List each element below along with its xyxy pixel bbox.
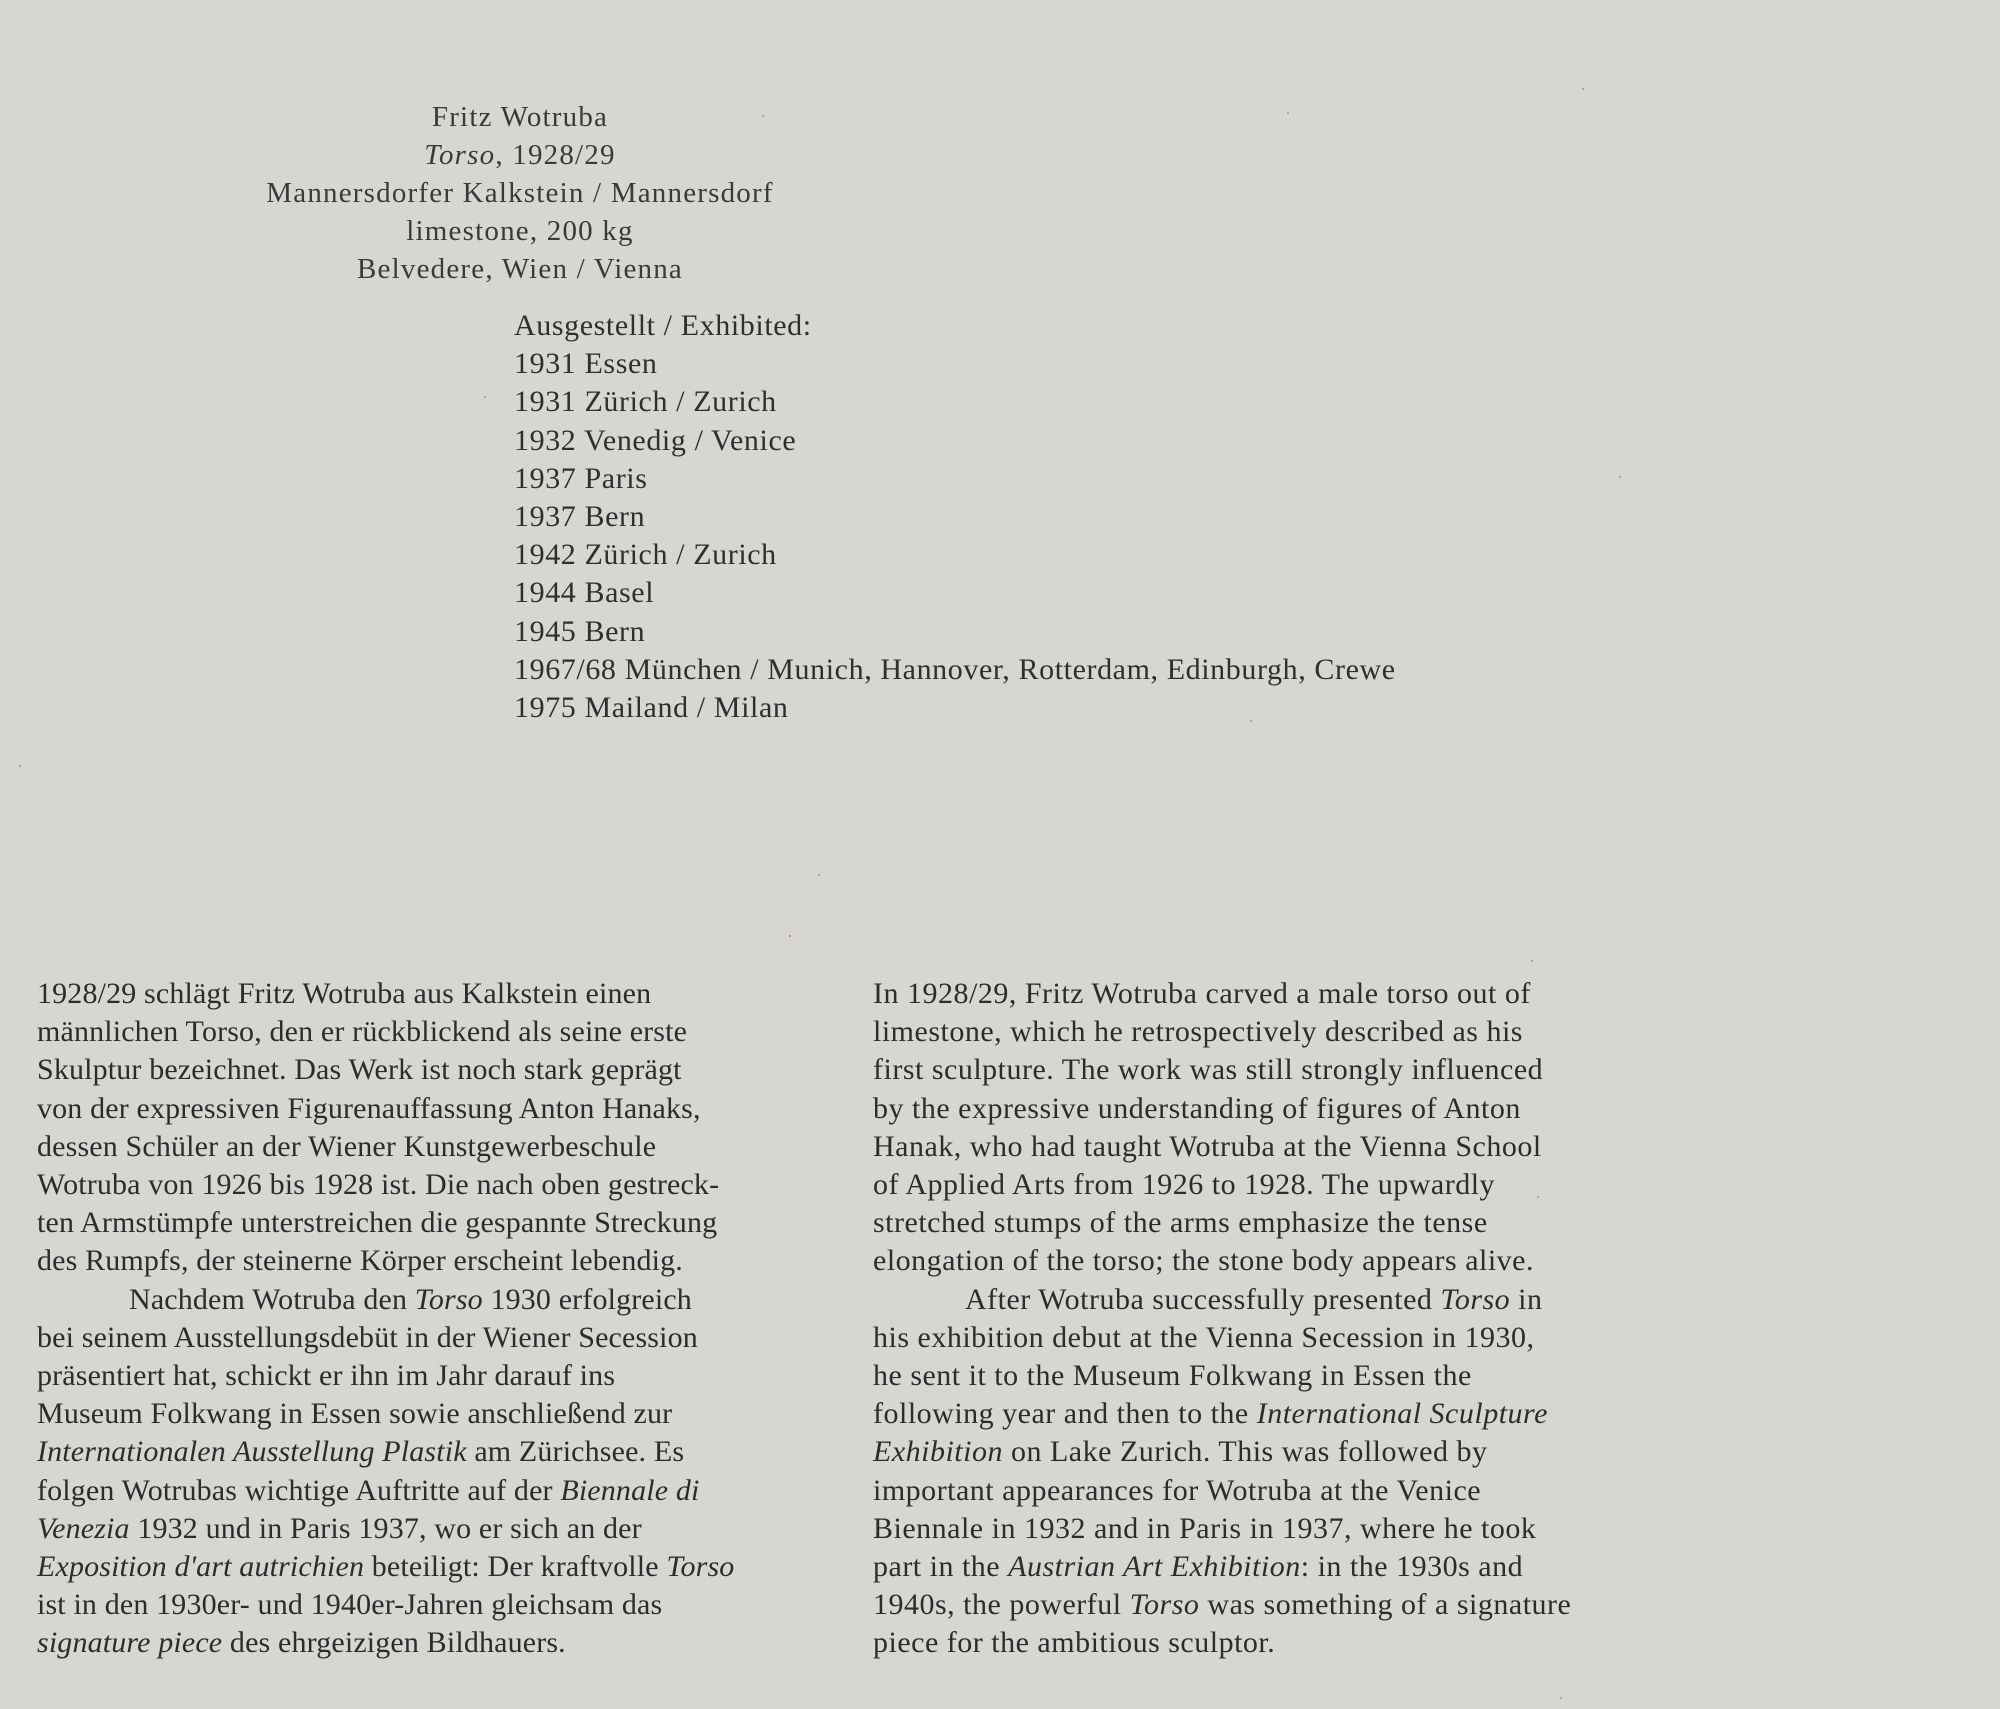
text-line: des Rumpfs, der steinerne Körper erscheint lebendig.: [37, 1244, 683, 1278]
text-line: [37, 1548, 847, 1586]
exhibition-item: 1967/68 München / Munich, Hannover, Rotterdam, Edinburgh, Crewe: [514, 652, 1396, 686]
text-run: folgen Wotrubas wichtige Auftritte auf der: [37, 1473, 561, 1507]
text-line: In 1928/29, Fritz Wotruba carved a male torso out of: [873, 977, 1531, 1010]
text-run: part in the: [873, 1550, 1009, 1584]
text-run: was something of a signature: [1199, 1588, 1572, 1622]
text-line: stretched stumps of the arms emphasize the tense: [873, 1206, 1488, 1240]
artwork-title-line: [160, 136, 880, 174]
text-line: Skulptur bezeichnet. Das Werk ist noch stark geprägt: [37, 1053, 682, 1087]
text-run-italic: Exhibition: [873, 1435, 1003, 1469]
text-line: elongation of the torso; the stone body appears alive.: [873, 1244, 1534, 1278]
text-line: by the expressive understanding of figures of Anton: [873, 1091, 1521, 1125]
text-line: [873, 1586, 1683, 1624]
text-run-italic: Biennale di: [560, 1473, 700, 1507]
exhibition-item: 1975 Mailand / Milan: [514, 691, 789, 725]
text-run-italic: Internationalen Ausstellung Plastik: [37, 1435, 467, 1469]
text-run: des ehrgeizigen Bildhauers.: [222, 1626, 566, 1660]
body-text-english: [873, 975, 1683, 1663]
paper-speck: [1531, 960, 1533, 962]
text-run-italic: Austrian Art Exhibition: [1008, 1550, 1301, 1584]
exhibition-item: 1931 Zürich / Zurich: [514, 385, 777, 419]
text-run: on Lake Zurich. This was followed by: [1002, 1435, 1488, 1469]
text-line: [873, 1433, 1683, 1471]
material-en: limestone, 200 kg: [406, 215, 634, 247]
paper-speck: [484, 396, 486, 398]
text-line: Wotruba von 1926 bis 1928 ist. Die nach oben gestreck-: [37, 1168, 720, 1202]
text-line: ten Armstümpfe unterstreichen die gespannte Streckung: [37, 1206, 718, 1240]
text-run: Nachdem Wotruba den: [129, 1282, 415, 1316]
text-line: [37, 1624, 847, 1662]
exhibition-item: 1932 Venedig / Venice: [514, 423, 797, 457]
text-line: [873, 1281, 1683, 1319]
text-line: of Applied Arts from 1926 to 1928. The upwardly: [873, 1168, 1496, 1202]
collection: Belvedere, Wien / Vienna: [357, 253, 683, 285]
exhibition-item: 1944 Basel: [514, 576, 655, 610]
exhibition-list: [514, 307, 1396, 727]
text-run: 1930 erfolgreich: [482, 1282, 692, 1316]
text-run: After Wotruba successfully presented: [965, 1282, 1441, 1316]
text-run: 1932 und in Paris 1937, wo er sich an der: [129, 1511, 642, 1545]
material-de: Mannersdorfer Kalkstein / Mannersdorf: [266, 177, 774, 209]
paper-speck: [1287, 112, 1289, 114]
text-line: ist in den 1930er- und 1940er-Jahren gleichsam das: [37, 1588, 663, 1622]
text-line: [37, 1433, 847, 1471]
paper-speck: [1582, 88, 1584, 90]
exhibition-item: 1942 Zürich / Zurich: [514, 538, 777, 572]
paper-speck: [19, 765, 21, 767]
text-line: Biennale in 1932 and in Paris in 1937, where he took: [873, 1511, 1537, 1545]
text-line: Museum Folkwang in Essen sowie anschließend zur: [37, 1397, 673, 1431]
text-run: following year and then to the: [873, 1397, 1257, 1431]
text-run: 1940s, the powerful: [873, 1588, 1130, 1622]
text-run: beteiligt: Der kraftvolle: [364, 1550, 667, 1584]
exhibition-item: 1937 Paris: [514, 461, 648, 495]
text-line: 1928/29 schlägt Fritz Wotruba aus Kalkstein einen: [37, 977, 652, 1010]
text-run-italic: Venezia: [37, 1511, 130, 1545]
text-line: [873, 1395, 1683, 1433]
text-line: Hanak, who had taught Wotruba at the Vienna School: [873, 1129, 1542, 1163]
text-run: am Zürichsee. Es: [466, 1435, 685, 1469]
paper-speck: [789, 935, 791, 937]
artwork-title: Torso: [424, 139, 496, 171]
text-line: piece for the ambitious sculptor.: [873, 1626, 1276, 1660]
text-line: präsentiert hat, schickt er ihn im Jahr darauf ins: [37, 1359, 616, 1393]
text-line: [37, 1472, 847, 1510]
text-line: limestone, which he retrospectively described as his: [873, 1015, 1523, 1049]
exhibition-item: 1931 Essen: [514, 347, 658, 381]
artwork-caption: [160, 98, 880, 288]
text-line: [37, 1510, 847, 1548]
text-run-italic: signature piece: [37, 1626, 223, 1660]
text-line: dessen Schüler an der Wiener Kunstgewerbeschule: [37, 1129, 657, 1163]
paper-speck: [818, 874, 820, 876]
text-run-italic: Exposition d'art autrichien: [37, 1550, 365, 1584]
text-line: männlichen Torso, den er rückblickend als seine erste: [37, 1015, 688, 1049]
exhibition-item: 1945 Bern: [514, 614, 646, 648]
text-run-italic: Torso: [414, 1282, 483, 1316]
text-run-italic: International Sculpture: [1256, 1397, 1548, 1431]
exhibition-item: 1937 Bern: [514, 500, 646, 534]
text-run-italic: Torso: [666, 1550, 735, 1584]
text-line: his exhibition debut at the Vienna Secession in 1930,: [873, 1320, 1535, 1354]
text-line: [37, 1281, 847, 1319]
artist-name: Fritz Wotruba: [431, 101, 609, 133]
text-line: he sent it to the Museum Folkwang in Essen the: [873, 1359, 1472, 1393]
text-run: : in the 1930s and: [1300, 1550, 1524, 1584]
text-line: bei seinem Ausstellungsdebüt in der Wiener Secession: [37, 1320, 698, 1354]
text-run-italic: Torso: [1129, 1588, 1200, 1622]
text-line: [873, 1548, 1683, 1586]
body-text-german: [37, 975, 847, 1663]
paper-speck: [1560, 1697, 1562, 1699]
exhibition-heading: Ausgestellt / Exhibited:: [514, 309, 812, 342]
text-line: first sculpture. The work was still strongly influenced: [873, 1053, 1544, 1087]
text-run: in: [1510, 1282, 1543, 1316]
text-run-italic: Torso: [1440, 1282, 1511, 1316]
text-line: important appearances for Wotruba at the Venice: [873, 1473, 1482, 1507]
paper-speck: [1619, 476, 1621, 478]
text-line: von der expressiven Figurenauffassung Anton Hanaks,: [37, 1091, 701, 1125]
artwork-date: , 1928/29: [495, 139, 616, 171]
